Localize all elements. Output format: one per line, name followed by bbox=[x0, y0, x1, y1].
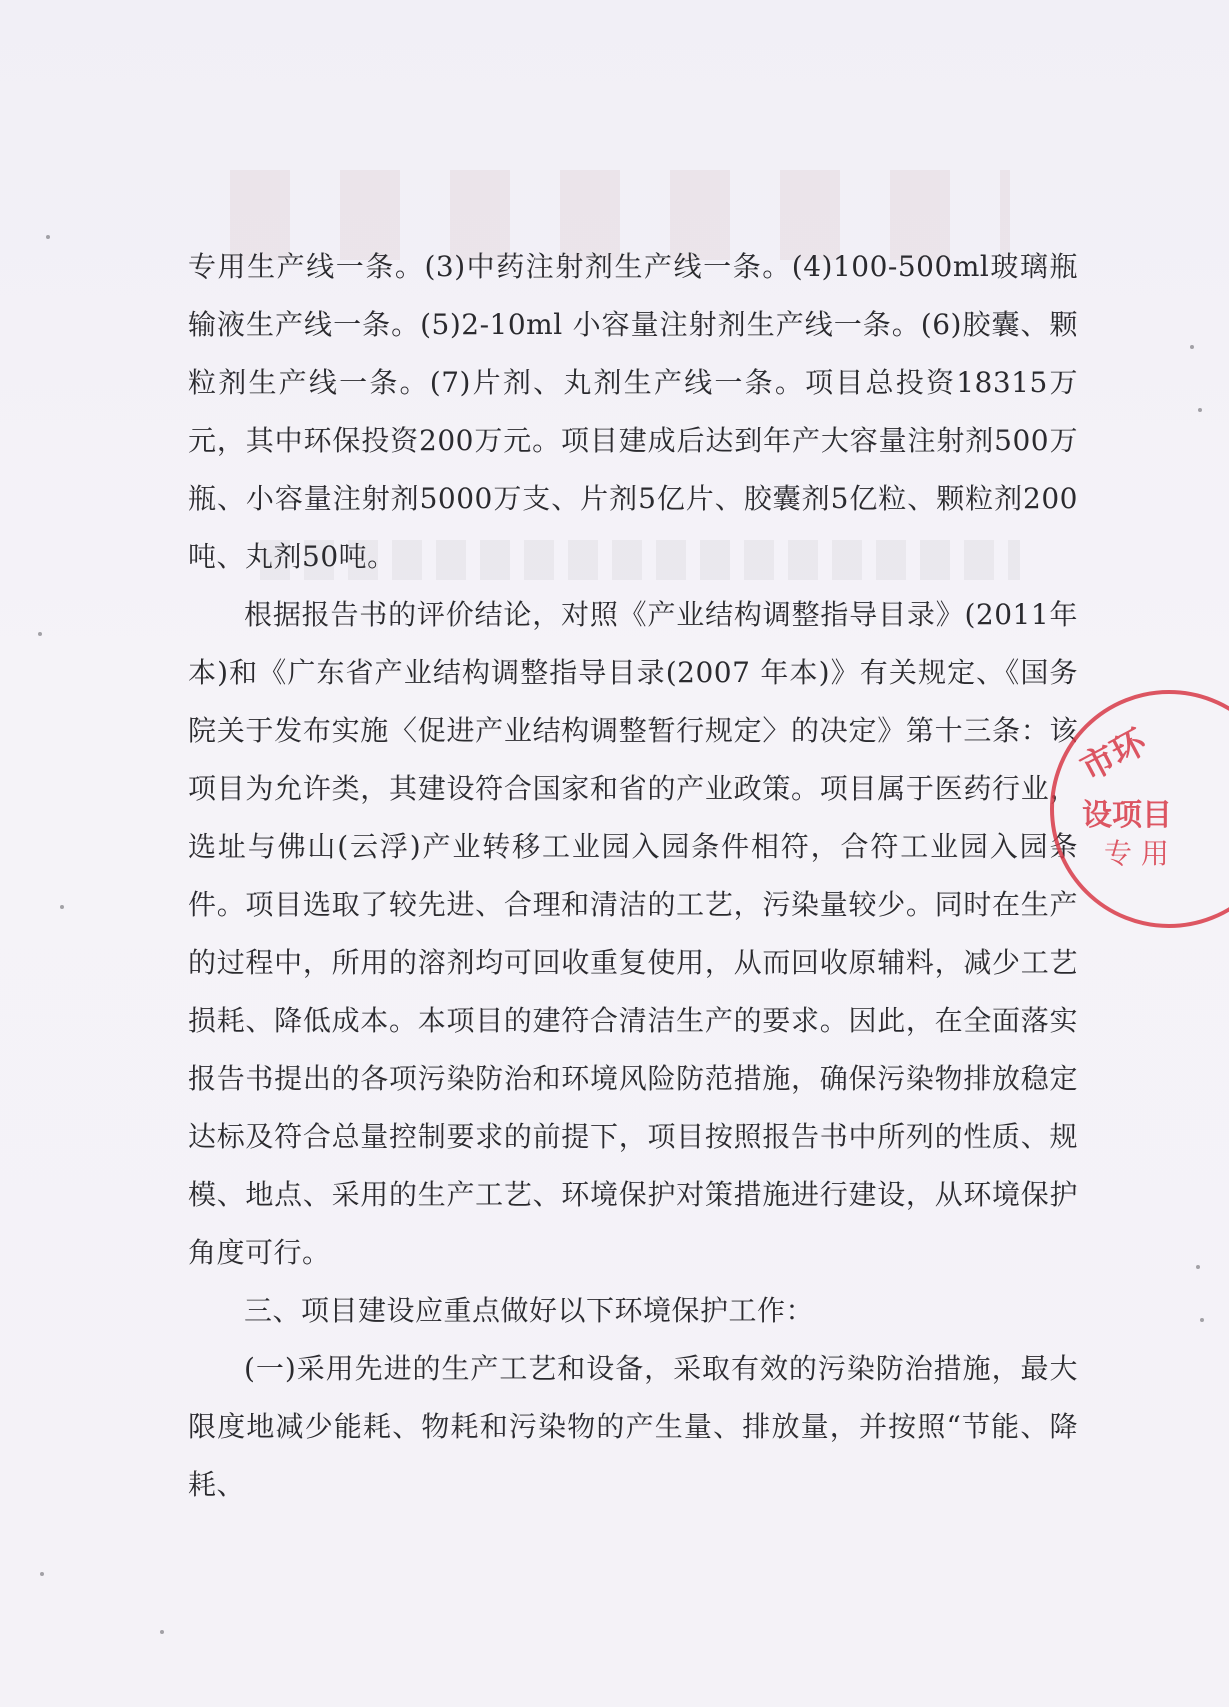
scan-speck bbox=[1198, 408, 1202, 412]
scan-speck bbox=[1190, 345, 1194, 349]
scan-speck bbox=[1196, 1265, 1200, 1269]
paragraph-2: 根据报告书的评价结论，对照《产业结构调整指导目录》(2011年本)和《广东省产业结构调整指导目录(2007 年本)》有关规定、《国务院关于发布实施〈促进产业结构调整暂行规定〉的决定》第十三条：该项目为允许类，其建设符合国家和省的产业政策。项目属于医药行业，选址与佛山(云浮)产业转移工业园入园条件相符，合符工业园入园条件。项目选取了较先进、合理和清洁的工艺，污染量较少。同时在生产的过程中，所用的溶剂均可回收重复使用，从而回收原辅料，减少工艺损耗、降低成本。本项目的建符合清洁生产的要求。因此，在全面落实报告书提出的各项污染防治和环境风险防范措施，确保污染物排放稳定达标及符合总量控制要求的前提下，项目按照报告书中所列的性质、规模、地点、采用的生产工艺、环境保护对策措施进行建设，从环境保护角度可行。 bbox=[188, 598, 1078, 1269]
scan-speck bbox=[40, 1572, 44, 1576]
paragraph-3: 三、项目建设应重点做好以下环境保护工作： bbox=[244, 1294, 815, 1327]
stamp-text-line1: 市环 bbox=[1074, 721, 1154, 790]
scan-speck bbox=[1200, 1318, 1204, 1322]
scan-speck bbox=[160, 1630, 164, 1634]
stamp-text-line2: 设项目 bbox=[1082, 798, 1172, 833]
scan-speck bbox=[60, 905, 64, 909]
paragraph-1: 专用生产线一条。(3)中药注射剂生产线一条。(4)100-500ml玻璃瓶输液生产线一条。(5)2-10ml 小容量注射剂生产线一条。(6)胶囊、颗粒剂生产线一条。(7)片剂、丸剂生产线一条。项目总投资18315万元，其中环保投资200万元。项目建成后达到年产大容量注射剂500万瓶、小容量注射剂5000万支、片剂5亿片、胶囊剂5亿粒、颗粒剂200吨、丸剂50吨。 bbox=[188, 250, 1078, 573]
scan-speck bbox=[38, 632, 42, 636]
stamp-text-line3: 专 用 bbox=[1104, 837, 1169, 870]
paragraph-4: (一)采用先进的生产工艺和设备，采取有效的污染防治措施，最大限度地减少能耗、物耗和污染物的产生量、排放量，并按照“节能、降耗、 bbox=[188, 1352, 1078, 1501]
document-body bbox=[188, 238, 1078, 1514]
scan-speck bbox=[46, 235, 50, 239]
